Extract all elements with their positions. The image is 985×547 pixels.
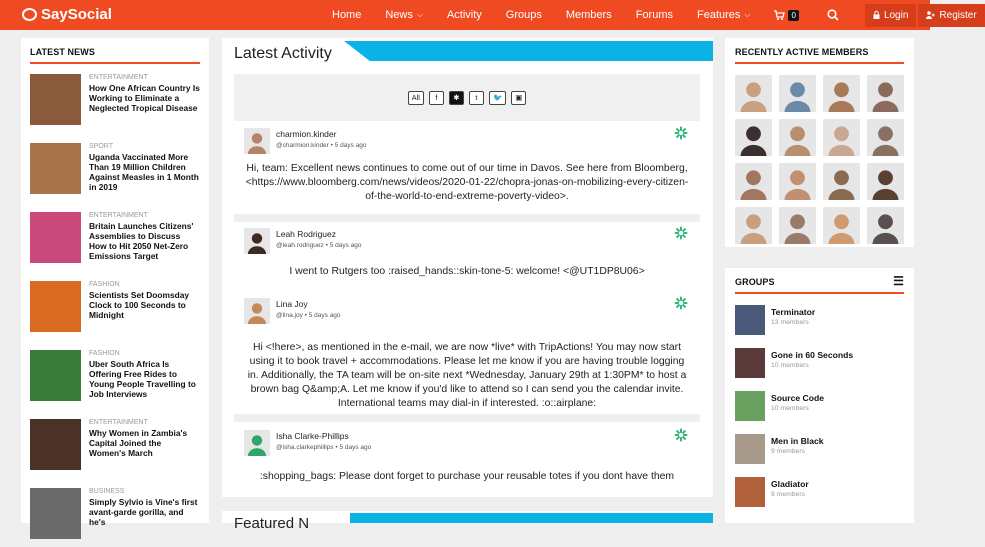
- news-item[interactable]: [30, 419, 200, 478]
- activity-time: 5 days ago: [329, 242, 362, 249]
- nav-features[interactable]: [697, 9, 751, 21]
- group-member-count: 9 members: [771, 448, 805, 455]
- news-category: FASHION: [89, 350, 120, 357]
- activity-time: 5 days ago: [308, 312, 341, 319]
- nav-label: Home: [332, 9, 362, 21]
- nav-forums[interactable]: [636, 9, 673, 21]
- slack-icon: [674, 428, 688, 442]
- activity-separator: [234, 214, 700, 222]
- title-accent-strip: [350, 513, 713, 523]
- nav-label: Members: [565, 9, 612, 21]
- activity-handle: @charmion.kinder: [276, 142, 329, 149]
- news-thumbnail[interactable]: [30, 350, 81, 401]
- group-member-count: 10 members: [771, 362, 809, 369]
- news-category: ENTERTAINMENT: [89, 419, 148, 426]
- group-name[interactable]: Gladiator: [771, 479, 809, 489]
- member-avatar[interactable]: [867, 75, 904, 112]
- activity-meta: @lina.joy • 5 days ago: [276, 312, 341, 319]
- group-item[interactable]: [735, 434, 904, 466]
- group-member-count: 13 members: [771, 319, 809, 326]
- group-name[interactable]: Gone in 60 Seconds: [771, 350, 854, 360]
- group-item[interactable]: [735, 391, 904, 423]
- news-category: FASHION: [89, 281, 120, 288]
- group-item[interactable]: [735, 348, 904, 380]
- avatar[interactable]: [244, 128, 270, 154]
- slack-icon: [674, 126, 688, 140]
- activity-content: I went to Rutgers too :raised_hands::skin-tone-5: welcome! <@UT1DP8U06>: [289, 266, 645, 277]
- cart-count-badge: 0: [788, 10, 798, 21]
- activity-author[interactable]: Isha Clarke-Phillips: [276, 431, 349, 441]
- news-category: ENTERTAINMENT: [89, 212, 148, 219]
- news-title[interactable]: Britain Launches Citizens' Assemblies to Discuss How to Hit 2050 Net-Zero Emissions Target: [89, 221, 194, 261]
- nav-label: News: [385, 9, 413, 21]
- member-avatar[interactable]: [779, 163, 816, 200]
- filter-button[interactable]: ▣: [511, 91, 526, 105]
- member-avatar[interactable]: [779, 75, 816, 112]
- activity-handle: @lina.joy: [276, 312, 303, 319]
- news-list: [30, 74, 200, 547]
- nav-label: Features: [696, 9, 741, 21]
- member-avatar[interactable]: [779, 119, 816, 156]
- group-item[interactable]: [735, 477, 904, 509]
- activity-item: [234, 124, 700, 206]
- groups-widget: [725, 268, 914, 523]
- group-item[interactable]: [735, 305, 904, 337]
- page-title: Latest Activity: [234, 45, 332, 62]
- group-member-count: 10 members: [771, 405, 809, 412]
- news-category: ENTERTAINMENT: [89, 74, 148, 81]
- group-thumbnail[interactable]: [735, 348, 765, 378]
- news-item[interactable]: [30, 212, 200, 271]
- site-logo[interactable]: [22, 6, 112, 23]
- nav-label: Activity: [446, 9, 482, 21]
- member-avatar[interactable]: [867, 163, 904, 200]
- news-thumbnail[interactable]: [30, 488, 81, 539]
- group-thumbnail[interactable]: [735, 305, 765, 335]
- news-title[interactable]: Uganda Vaccinated More Than 19 Million Children Against Measles in 1 Month in 2019: [89, 152, 199, 192]
- group-thumbnail[interactable]: [735, 477, 765, 507]
- news-thumbnail[interactable]: [30, 212, 81, 263]
- login-label: Login: [883, 9, 909, 21]
- activity-content: Hi <!here>, as mentioned in the e-mail, we are now *live* with TripActions! You may now start using it to book travel + accommodations. Please let me know if you are having trouble logging in. Additionally, the TA team will be on-site next *Wednesday, January 29th at 1:30PM* to host a brown bag Q&amp;A. Let me know if you'd like to attend so I can send you the calendar invite. International teams may dial-in if interested. :o::airplane:: [247, 342, 687, 409]
- group-name[interactable]: Terminator: [771, 307, 816, 317]
- member-avatar[interactable]: [823, 119, 860, 156]
- news-thumbnail[interactable]: [30, 74, 81, 125]
- group-name[interactable]: Men in Black: [771, 436, 824, 446]
- activity-content: :shopping_bags: Please dont forget to purchase your reusable totes if you dont have them: [259, 471, 675, 482]
- activity-item: [234, 426, 700, 496]
- activity-meta: @charmion.kinder • 5 days ago: [276, 142, 367, 149]
- activity-meta: @isha.clarkephillips • 5 days ago: [276, 444, 372, 451]
- chevron-down-icon: ⌵: [416, 10, 423, 19]
- member-avatar[interactable]: [823, 75, 860, 112]
- member-avatar[interactable]: [779, 207, 816, 244]
- news-category: SPORT: [89, 143, 113, 150]
- activity-item: [234, 224, 700, 280]
- nav-home[interactable]: [332, 9, 361, 21]
- group-name[interactable]: Source Code: [771, 393, 825, 403]
- activity-separator: [234, 414, 700, 422]
- widget-title: RECENTLY ACTIVE MEMBERS: [735, 47, 904, 64]
- news-item[interactable]: [30, 488, 200, 547]
- activity-author[interactable]: Lina Joy: [276, 299, 308, 309]
- avatar[interactable]: [244, 298, 270, 324]
- news-item[interactable]: [30, 281, 200, 340]
- filter-button[interactable]: All: [408, 91, 424, 105]
- news-title[interactable]: Why Women in Zambia's Capital Joined the Women's March: [89, 428, 188, 458]
- news-thumbnail[interactable]: [30, 419, 81, 470]
- avatar[interactable]: [244, 430, 270, 456]
- activity-time: 5 days ago: [339, 444, 372, 451]
- logo-text: SaySocial: [41, 6, 112, 23]
- news-title[interactable]: Simply Sylvio is Vine's first avant-garde gorilla, and he's: [89, 497, 198, 527]
- top-navbar: [0, 0, 977, 30]
- widget-title-bar: [735, 274, 904, 294]
- activity-handle: @leah.rodriguez: [276, 242, 324, 249]
- news-item[interactable]: [30, 74, 200, 133]
- news-item[interactable]: [30, 143, 200, 202]
- user-plus-icon: [926, 11, 935, 19]
- member-avatar[interactable]: [735, 75, 772, 112]
- news-title[interactable]: How One African Country Is Working to Eliminate a Neglected Tropical Disease: [89, 83, 200, 113]
- news-title[interactable]: Scientists Set Doomsday Clock to 100 Seconds to Midnight: [89, 290, 190, 320]
- title-accent-strip: [344, 41, 713, 61]
- recent-members-widget: [725, 38, 914, 247]
- cart-button[interactable]: [774, 10, 798, 21]
- filter-button[interactable]: f: [429, 91, 444, 105]
- news-thumbnail[interactable]: [30, 281, 81, 332]
- menu-icon[interactable]: ☰: [893, 274, 904, 288]
- news-item[interactable]: [30, 350, 200, 409]
- chat-bubble-icon: [22, 8, 37, 21]
- group-member-count: 8 members: [771, 491, 805, 498]
- filter-button[interactable]: ✱: [449, 91, 464, 105]
- activity-author[interactable]: charmion.kinder: [276, 129, 337, 139]
- avatar[interactable]: [244, 228, 270, 254]
- filter-button[interactable]: 🐦: [489, 91, 506, 105]
- nav-members[interactable]: [566, 9, 612, 21]
- groups-list: [735, 305, 904, 509]
- member-avatar[interactable]: [823, 163, 860, 200]
- member-avatar[interactable]: [735, 119, 772, 156]
- member-avatar[interactable]: [735, 163, 772, 200]
- lock-icon: [873, 11, 880, 19]
- nav-groups[interactable]: [506, 9, 542, 21]
- news-title[interactable]: Uber South Africa Is Offering Free Rides to Young People Travelling to Job Interviews: [89, 359, 196, 399]
- group-thumbnail[interactable]: [735, 391, 765, 421]
- register-button[interactable]: [918, 4, 984, 27]
- main-nav: [332, 0, 985, 30]
- activity-filter-bar: [234, 74, 700, 121]
- news-category: BUSINESS: [89, 488, 125, 495]
- filter-button[interactable]: t: [469, 91, 484, 105]
- member-avatar[interactable]: [735, 207, 772, 244]
- featured-news-panel: [222, 511, 713, 532]
- nav-activity[interactable]: [447, 9, 482, 21]
- widget-title: GROUPS: [735, 277, 775, 287]
- member-avatar[interactable]: [823, 207, 860, 244]
- activity-time: 5 days ago: [334, 142, 367, 149]
- members-grid: [735, 75, 904, 244]
- activity-panel: [222, 38, 713, 497]
- group-thumbnail[interactable]: [735, 434, 765, 464]
- news-thumbnail[interactable]: [30, 143, 81, 194]
- featured-title: Featured N: [234, 515, 310, 532]
- activity-content: Hi, team: Excellent news continues to come out of our time in Davos. See here from Bloomberg, <https://www.bloomberg.com/news/videos/2020-01-22/chopra-jonas-on-mobilizing-every-citizen-of-the-world-to-end-extreme-poverty-video>.: [245, 163, 689, 202]
- member-avatar[interactable]: [867, 119, 904, 156]
- slack-icon: [674, 296, 688, 310]
- nav-label: Groups: [505, 9, 542, 21]
- search-icon[interactable]: [827, 9, 839, 21]
- chevron-down-icon: ⌵: [744, 10, 751, 19]
- widget-title: LATEST NEWS: [30, 47, 200, 64]
- activity-handle: @isha.clarkephillips: [276, 444, 334, 451]
- nav-news[interactable]: [385, 9, 423, 21]
- nav-label: Forums: [635, 9, 673, 21]
- latest-news-widget: [21, 38, 209, 527]
- register-label: Register: [939, 9, 977, 21]
- member-avatar[interactable]: [867, 207, 904, 244]
- activity-item: [234, 294, 700, 414]
- activity-author[interactable]: Leah Rodriguez: [276, 229, 337, 239]
- login-button[interactable]: [865, 4, 916, 27]
- activity-meta: @leah.rodriguez • 5 days ago: [276, 242, 362, 249]
- cart-icon: [774, 10, 785, 20]
- slack-icon: [674, 226, 688, 240]
